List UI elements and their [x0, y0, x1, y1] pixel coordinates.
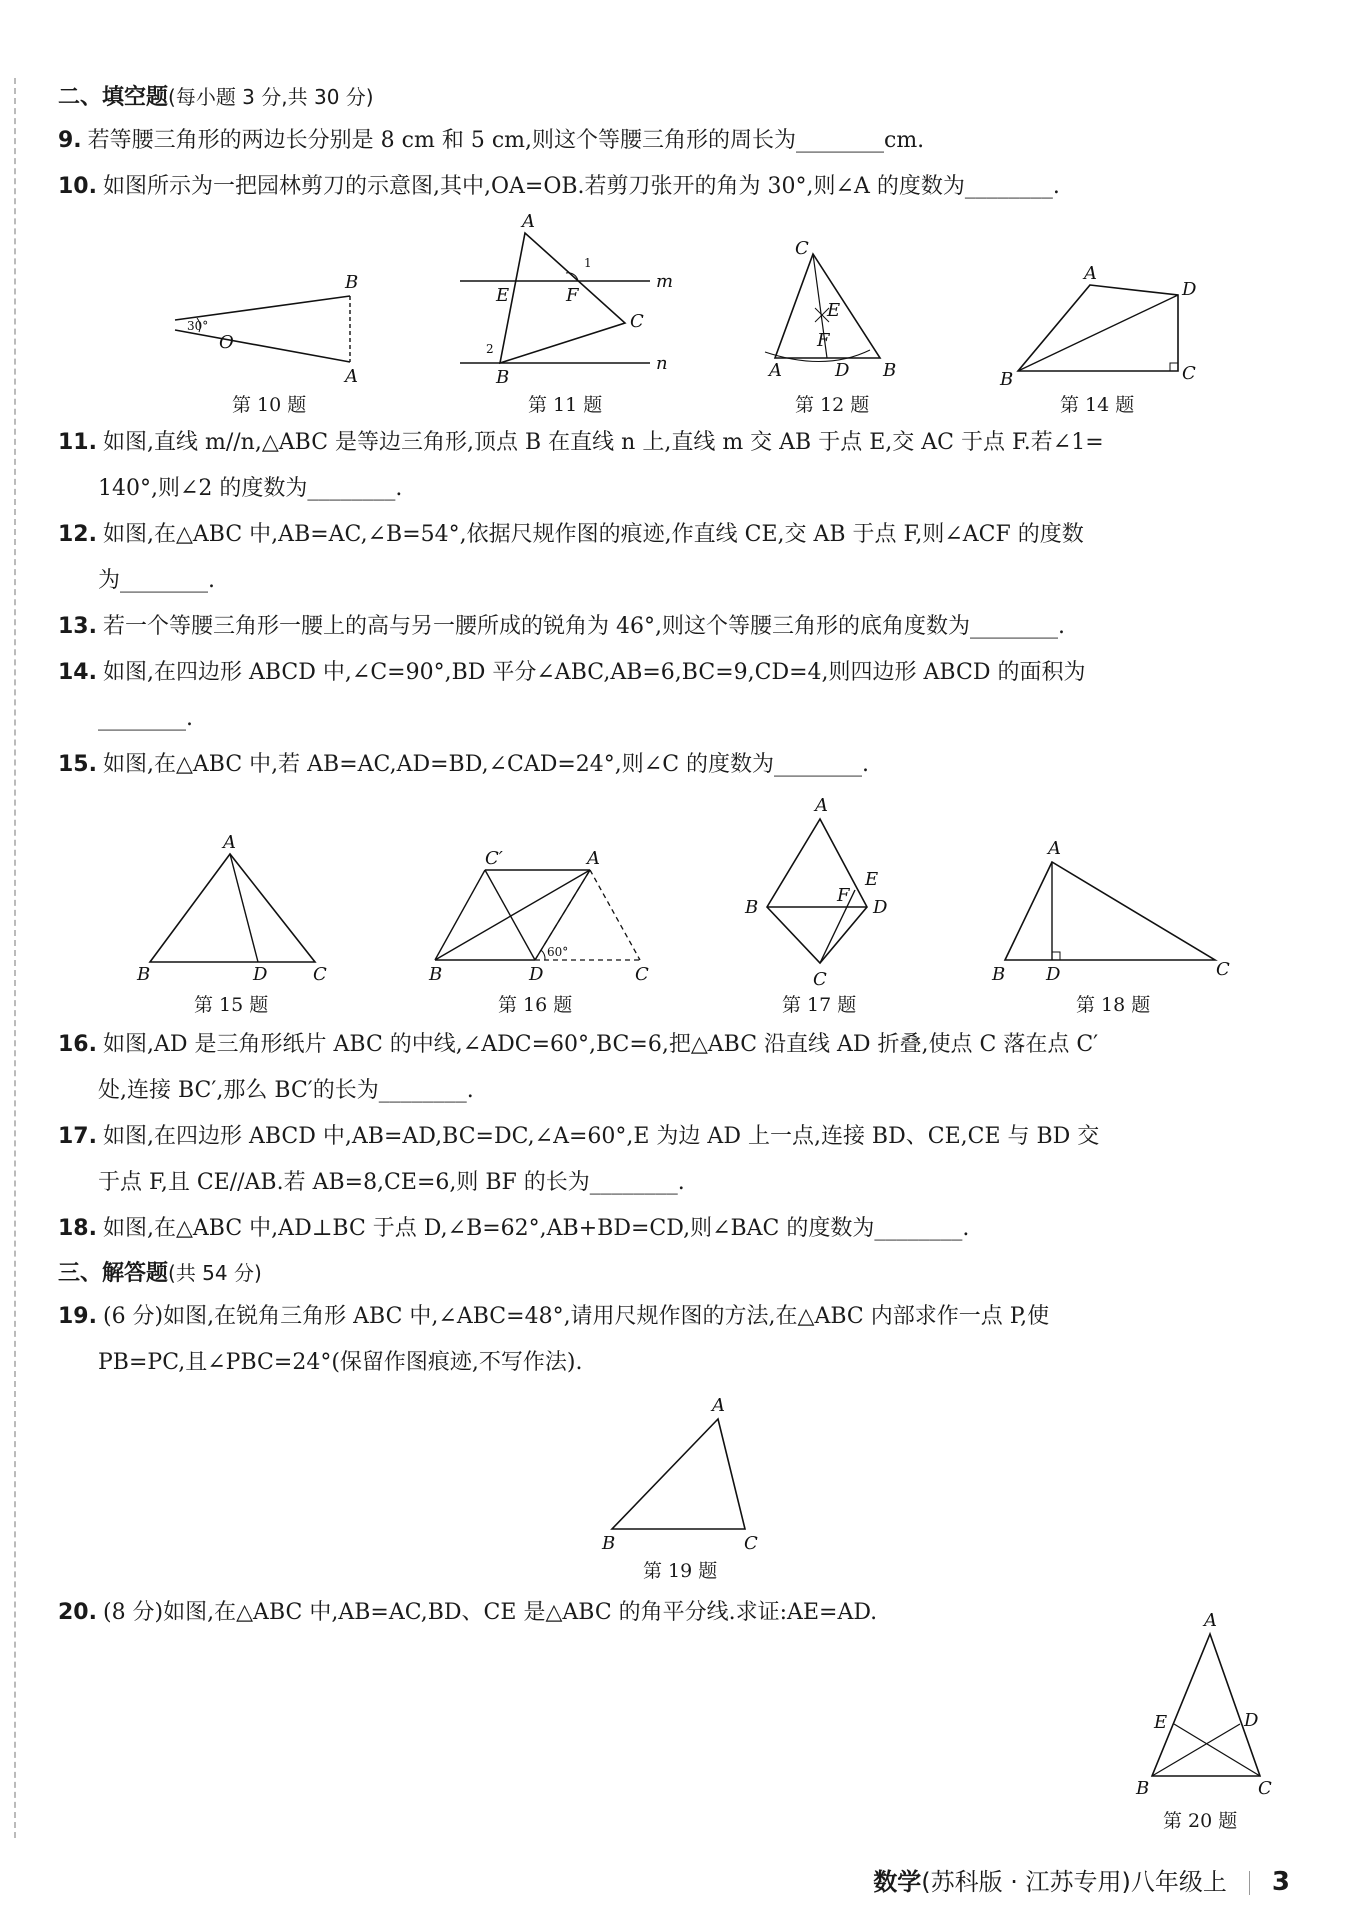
figure-16-svg — [425, 848, 655, 983]
question-12 — [58, 512, 1283, 604]
point-label: B — [429, 964, 443, 985]
point-label: B — [883, 360, 897, 381]
question-number: 9. — [58, 128, 82, 153]
figure-11-svg — [460, 211, 680, 388]
figure-17 — [745, 795, 905, 999]
figure-15 — [135, 832, 335, 986]
point-label: E — [1154, 1712, 1168, 1733]
point-label: B — [745, 897, 759, 918]
caption-15: 第 15 题 — [194, 994, 269, 1016]
footer-separator — [1249, 1871, 1250, 1895]
footer-edition: (苏科版 · 江苏专用)八年级上 — [921, 1868, 1227, 1896]
question-13 — [58, 604, 1283, 650]
point-label: B — [137, 964, 151, 985]
point-label: A — [1048, 838, 1061, 859]
point-label: A — [345, 366, 358, 387]
question-text-line1: 如图,AD 是三角形纸片 ABC 的中线,∠ADC=60°,BC=6,把△ABC 沿直线 AD 折叠,使点 C 落在点 C′ — [102, 1032, 1099, 1057]
question-text: 如图所示为一把园林剪刀的示意图,其中,OA=OB.若剪刀张开的角为 30°,则∠A 的度数为________. — [102, 174, 1060, 199]
figure-20 — [1130, 1610, 1280, 1804]
question-number: 17. — [58, 1124, 97, 1149]
question-number: 11. — [58, 430, 97, 455]
section-3-heading — [58, 1256, 262, 1287]
point-label: C — [795, 238, 809, 259]
question-text-line1: (6 分)如图,在锐角三角形 ABC 中,∠ABC=48°,请用尺规作图的方法,在△ABC 内部求作一点 P,使 — [102, 1304, 1050, 1329]
point-label: B — [1000, 369, 1014, 390]
point-label: D — [529, 964, 544, 985]
point-label: F — [566, 285, 579, 306]
question-text: 如图,在△ABC 中,若 AB=AC,AD=BD,∠CAD=24°,则∠C 的度数为________. — [102, 752, 870, 777]
question-number: 12. — [58, 522, 97, 547]
figure-14-svg — [1000, 263, 1210, 390]
point-label: B — [345, 272, 359, 293]
figure-11 — [460, 211, 680, 389]
question-text-line1: 如图,直线 m//n,△ABC 是等边三角形,顶点 B 在直线 n 上,直线 m 交 AB 于点 E,交 AC 于点 F.若∠1= — [102, 430, 1104, 455]
question-text-line2: ________. — [98, 706, 193, 731]
question-text-line2: 于点 F,且 CE//AB.若 AB=8,CE=6,则 BF 的长为________. — [98, 1170, 685, 1195]
point-label: C — [630, 311, 644, 332]
question-text-line1: 如图,在四边形 ABCD 中,AB=AD,BC=DC,∠A=60°,E 为边 AD 上一点,连接 BD、CE,CE 与 BD 交 — [102, 1124, 1100, 1149]
figure-18-svg — [990, 840, 1240, 985]
figure-10-svg — [175, 270, 375, 390]
question-9 — [58, 118, 1283, 164]
section-2-title: 二、填空题 — [58, 85, 169, 110]
figure-10 — [175, 270, 375, 394]
question-10 — [58, 164, 1283, 210]
point-label: F — [817, 330, 830, 351]
caption-12: 第 12 题 — [795, 394, 870, 416]
caption-19: 第 19 题 — [643, 1560, 718, 1582]
question-text-line2: 为________. — [98, 568, 215, 593]
section-2-note: (每小题 3 分,共 30 分) — [168, 85, 374, 109]
question-11 — [58, 420, 1283, 512]
question-number: 13. — [58, 614, 97, 639]
point-label: A — [712, 1395, 725, 1416]
point-label: C′ — [485, 848, 503, 869]
point-label: B — [1136, 1778, 1150, 1799]
question-text-line1: 如图,在△ABC 中,AB=AC,∠B=54°,依据尺规作图的痕迹,作直线 CE,交 AB 于点 F,则∠ACF 的度数 — [102, 522, 1084, 547]
page-number: 3 — [1271, 1867, 1290, 1897]
point-label: A — [522, 211, 535, 232]
point-label: C — [813, 969, 827, 990]
angle-label: 30° — [187, 319, 209, 333]
point-label: A — [1084, 263, 1097, 284]
question-20 — [58, 1590, 1283, 1636]
question-text: 若一个等腰三角形一腰上的高与另一腰所成的锐角为 46°,则这个等腰三角形的底角度数为________. — [102, 614, 1065, 639]
point-label: B — [992, 964, 1006, 985]
point-label: D — [1182, 279, 1197, 300]
question-14 — [58, 650, 1283, 742]
caption-20: 第 20 题 — [1163, 1810, 1238, 1832]
page-footer — [873, 1862, 1290, 1897]
caption-11: 第 11 题 — [528, 394, 603, 416]
angle-label: 2 — [486, 342, 494, 356]
caption-10: 第 10 题 — [232, 394, 307, 416]
question-15 — [58, 742, 1283, 788]
question-19 — [58, 1294, 1283, 1386]
caption-16: 第 16 题 — [498, 994, 573, 1016]
angle-label: 1 — [584, 256, 592, 270]
point-label: C — [635, 964, 649, 985]
line-label: n — [656, 353, 668, 374]
point-label: D — [1244, 1710, 1259, 1731]
question-number: 20. — [58, 1600, 97, 1625]
line-label: m — [656, 271, 674, 292]
point-label: D — [835, 360, 850, 381]
figure-17-svg — [745, 795, 905, 995]
caption-14: 第 14 题 — [1060, 394, 1135, 416]
point-label: A — [815, 795, 828, 816]
question-number: 15. — [58, 752, 97, 777]
question-18 — [58, 1206, 1283, 1252]
section-2-heading — [58, 80, 374, 111]
point-label: C — [1216, 959, 1230, 980]
point-label: O — [219, 332, 234, 353]
section-3-note: (共 54 分) — [168, 1261, 262, 1285]
question-number: 10. — [58, 174, 97, 199]
question-17 — [58, 1114, 1283, 1206]
question-text-line2: 140°,则∠2 的度数为________. — [98, 476, 403, 501]
question-16 — [58, 1022, 1283, 1114]
figure-12 — [765, 240, 915, 384]
point-label: E — [496, 285, 510, 306]
point-label: A — [223, 832, 236, 853]
figure-14 — [1000, 265, 1210, 389]
figure-15-svg — [135, 832, 335, 985]
point-label: E — [827, 300, 841, 321]
figure-19-svg — [600, 1395, 770, 1555]
question-text: 若等腰三角形的两边长分别是 8 cm 和 5 cm,则这个等腰三角形的周长为________cm. — [87, 128, 925, 153]
point-label: A — [587, 848, 600, 869]
point-label: C — [744, 1533, 758, 1554]
question-number: 16. — [58, 1032, 97, 1057]
figure-20-svg — [1130, 1610, 1280, 1800]
question-text: 如图,在△ABC 中,AD⊥BC 于点 D,∠B=62°,AB+BD=CD,则∠BAC 的度数为________. — [102, 1216, 970, 1241]
point-label: C — [1182, 363, 1196, 384]
point-label: C — [1258, 1778, 1272, 1799]
point-label: B — [602, 1533, 616, 1554]
point-label: B — [496, 367, 510, 388]
footer-subject: 数学 — [873, 1868, 922, 1896]
caption-18: 第 18 题 — [1076, 994, 1151, 1016]
point-label: A — [769, 360, 782, 381]
question-text: (8 分)如图,在△ABC 中,AB=AC,BD、CE 是△ABC 的角平分线.求证:AE=AD. — [102, 1600, 878, 1625]
point-label: E — [865, 869, 879, 890]
point-label: A — [1204, 1610, 1217, 1631]
question-text-line2: 处,连接 BC′,那么 BC′的长为________. — [98, 1078, 474, 1103]
question-number: 14. — [58, 660, 97, 685]
point-label: F — [837, 885, 850, 906]
figure-16 — [425, 848, 655, 987]
point-label: C — [313, 964, 327, 985]
figure-19 — [600, 1395, 770, 1559]
question-number: 18. — [58, 1216, 97, 1241]
question-text-line1: 如图,在四边形 ABCD 中,∠C=90°,BD 平分∠ABC,AB=6,BC=9,CD=4,则四边形 ABCD 的面积为 — [102, 660, 1086, 685]
caption-17: 第 17 题 — [782, 994, 857, 1016]
figure-18 — [990, 840, 1240, 989]
point-label: D — [253, 964, 268, 985]
angle-label: 60° — [547, 945, 569, 959]
point-label: D — [873, 897, 888, 918]
point-label: D — [1046, 964, 1061, 985]
binding-margin-line — [14, 78, 16, 1838]
question-text-line2: PB=PC,且∠PBC=24°(保留作图痕迹,不写作法). — [98, 1350, 583, 1375]
question-number: 19. — [58, 1304, 97, 1329]
section-3-title: 三、解答题 — [58, 1261, 169, 1286]
figure-12-svg — [765, 240, 915, 380]
